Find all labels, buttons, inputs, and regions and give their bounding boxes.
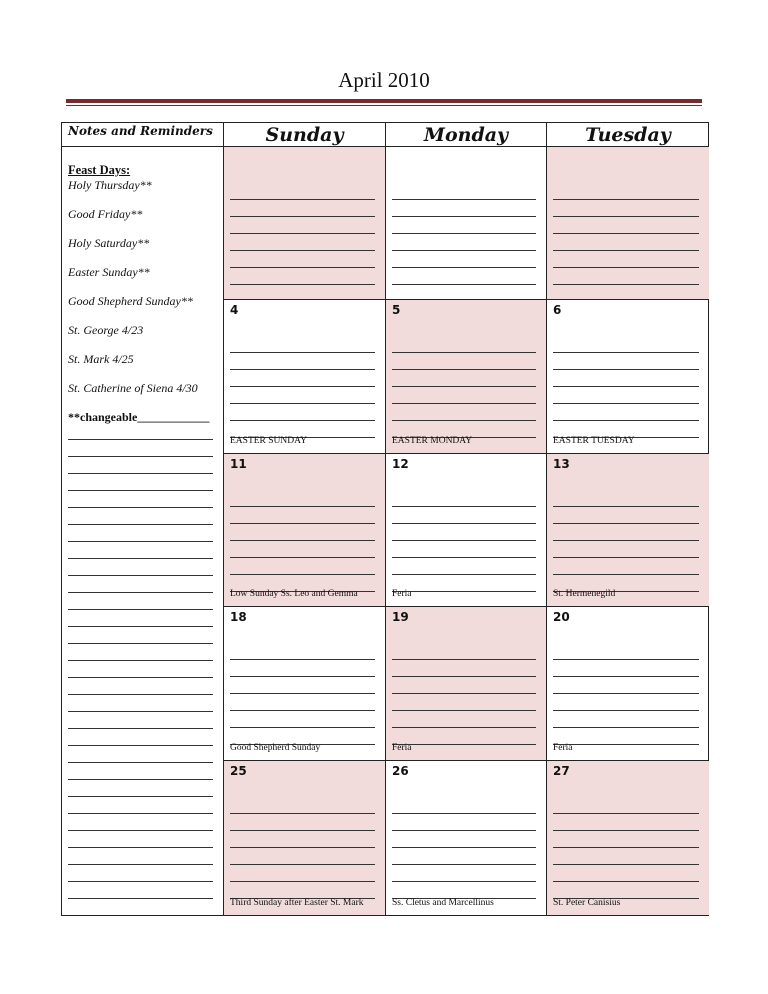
writing-line <box>392 831 536 848</box>
writing-line <box>392 336 536 353</box>
writing-lines <box>553 797 699 899</box>
writing-line <box>392 694 536 711</box>
writing-line <box>392 183 536 200</box>
feast-days-heading: Feast Days: <box>68 163 131 177</box>
day-cell[interactable] <box>224 607 385 760</box>
writing-line <box>553 541 699 558</box>
feast-item: Good Shepherd Sunday** <box>68 294 193 308</box>
notes-line <box>68 610 213 627</box>
notes-line <box>68 525 213 542</box>
day-cell[interactable] <box>547 147 709 299</box>
day-number: 26 <box>392 764 409 778</box>
writing-line <box>392 848 536 865</box>
writing-line <box>392 660 536 677</box>
feast-item: Holy Saturday** <box>68 236 150 250</box>
notes-line <box>68 678 213 695</box>
writing-line <box>392 643 536 660</box>
writing-line <box>553 387 699 404</box>
day-feast: Feria <box>553 743 573 753</box>
writing-line <box>230 268 375 285</box>
writing-line <box>392 387 536 404</box>
page-title: April 2010 <box>338 68 430 92</box>
writing-line <box>230 660 375 677</box>
writing-line <box>392 507 536 524</box>
writing-line <box>392 558 536 575</box>
writing-lines <box>553 490 699 592</box>
day-number: 25 <box>230 764 247 778</box>
writing-line <box>392 353 536 370</box>
notes-line <box>68 763 213 780</box>
writing-line <box>553 831 699 848</box>
day-number: 11 <box>230 457 247 471</box>
writing-line <box>230 404 375 421</box>
writing-lines <box>392 336 536 438</box>
writing-lines <box>230 336 375 438</box>
writing-line <box>392 865 536 882</box>
writing-line <box>553 234 699 251</box>
day-cell[interactable] <box>224 761 385 915</box>
writing-line <box>230 490 375 507</box>
notes-line <box>68 627 213 644</box>
writing-lines <box>230 643 375 745</box>
writing-line <box>553 353 699 370</box>
day-number: 5 <box>392 303 401 317</box>
writing-line <box>230 336 375 353</box>
writing-line <box>553 814 699 831</box>
changeable-note: **changeable____________ <box>68 410 210 424</box>
writing-line <box>553 694 699 711</box>
day-feast: Feria <box>392 589 412 599</box>
day-feast: EASTER MONDAY <box>392 436 473 446</box>
writing-line <box>553 660 699 677</box>
day-feast: Feria <box>392 743 412 753</box>
writing-line <box>392 490 536 507</box>
notes-line <box>68 593 213 610</box>
notes-line <box>68 491 213 508</box>
day-feast: EASTER SUNDAY <box>230 436 307 446</box>
writing-line <box>392 814 536 831</box>
notes-line <box>68 831 213 848</box>
notes-line <box>68 780 213 797</box>
day-feast: Third Sunday after Easter St. Mark <box>230 898 364 908</box>
writing-line <box>392 370 536 387</box>
writing-line <box>553 251 699 268</box>
title-rule-thin <box>66 105 702 106</box>
writing-lines <box>553 643 699 745</box>
writing-line <box>553 268 699 285</box>
writing-line <box>230 234 375 251</box>
writing-line <box>553 490 699 507</box>
writing-line <box>230 643 375 660</box>
writing-line <box>230 797 375 814</box>
writing-line <box>392 251 536 268</box>
writing-line <box>553 882 699 899</box>
day-cell[interactable] <box>547 607 709 760</box>
writing-line <box>392 200 536 217</box>
writing-line <box>392 268 536 285</box>
day-number: 19 <box>392 610 409 624</box>
day-number: 27 <box>553 764 570 778</box>
day-cell[interactable] <box>386 607 546 760</box>
writing-line <box>553 711 699 728</box>
writing-line <box>230 882 375 899</box>
writing-lines <box>553 336 699 438</box>
notes-writing-lines[interactable] <box>68 423 213 899</box>
feast-item: St. Mark 4/25 <box>68 352 134 366</box>
writing-line <box>392 541 536 558</box>
writing-line <box>392 882 536 899</box>
day-cell[interactable] <box>547 300 709 453</box>
day-cell[interactable] <box>224 454 385 606</box>
writing-line <box>553 677 699 694</box>
day-feast: Good Shepherd Sunday <box>230 743 321 753</box>
writing-line <box>553 558 699 575</box>
writing-line <box>230 848 375 865</box>
notes-line <box>68 865 213 882</box>
writing-line <box>553 848 699 865</box>
notes-line <box>68 559 213 576</box>
writing-line <box>230 558 375 575</box>
notes-line <box>68 457 213 474</box>
notes-line <box>68 746 213 763</box>
writing-line <box>230 677 375 694</box>
writing-line <box>553 797 699 814</box>
writing-line <box>230 541 375 558</box>
notes-line <box>68 508 213 525</box>
writing-line <box>392 797 536 814</box>
day-cell[interactable] <box>386 147 546 299</box>
feast-item: Holy Thursday** <box>68 178 152 192</box>
notes-line <box>68 695 213 712</box>
day-number: 4 <box>230 303 239 317</box>
writing-line <box>230 865 375 882</box>
notes-line <box>68 644 213 661</box>
day-cell[interactable] <box>386 454 546 606</box>
day-number: 20 <box>553 610 570 624</box>
writing-line <box>553 370 699 387</box>
day-cell[interactable] <box>547 761 709 915</box>
day-cell[interactable] <box>547 454 709 606</box>
writing-line <box>392 677 536 694</box>
writing-lines <box>553 183 699 285</box>
day-number: 13 <box>553 457 570 471</box>
notes-line <box>68 576 213 593</box>
notes-line <box>68 423 213 440</box>
writing-line <box>230 200 375 217</box>
day-header-monday: Monday <box>423 124 509 146</box>
writing-line <box>392 524 536 541</box>
writing-line <box>553 336 699 353</box>
feast-item: St. George 4/23 <box>68 323 144 337</box>
writing-line <box>553 217 699 234</box>
writing-line <box>392 217 536 234</box>
day-number: 6 <box>553 303 562 317</box>
writing-line <box>230 507 375 524</box>
writing-line <box>230 831 375 848</box>
day-feast: St. Peter Canisius <box>553 898 621 908</box>
writing-lines <box>230 797 375 899</box>
day-cell[interactable] <box>386 761 546 915</box>
writing-line <box>553 865 699 882</box>
notes-line <box>68 814 213 831</box>
writing-lines <box>392 643 536 745</box>
day-number: 12 <box>392 457 409 471</box>
title-rule-thick <box>66 99 702 103</box>
notes-column <box>68 163 216 425</box>
writing-line <box>553 643 699 660</box>
writing-line <box>553 404 699 421</box>
notes-header: Notes and Reminders <box>68 124 213 138</box>
day-header-sunday: Sunday <box>265 124 344 146</box>
feast-item: St. Catherine of Siena 4/30 <box>68 381 198 395</box>
day-feast: St. Hermenegild <box>553 589 616 599</box>
notes-line <box>68 542 213 559</box>
day-header-tuesday: Tuesday <box>585 124 671 146</box>
day-cell[interactable] <box>224 147 385 299</box>
notes-line <box>68 729 213 746</box>
day-feast: EASTER TUESDAY <box>553 436 635 446</box>
writing-line <box>553 183 699 200</box>
writing-lines <box>392 183 536 285</box>
writing-lines <box>392 797 536 899</box>
writing-line <box>230 370 375 387</box>
writing-lines <box>230 183 375 285</box>
notes-line <box>68 440 213 457</box>
writing-line <box>230 694 375 711</box>
feast-item: Good Friday** <box>68 207 143 221</box>
writing-line <box>230 814 375 831</box>
day-cell[interactable] <box>224 300 385 453</box>
feast-item: Easter Sunday** <box>68 265 150 279</box>
writing-line <box>553 507 699 524</box>
notes-line <box>68 848 213 865</box>
writing-line <box>230 387 375 404</box>
writing-line <box>230 353 375 370</box>
day-feast: Low Sunday Ss. Leo and Gemma <box>230 589 358 599</box>
calendar-grid <box>61 122 709 916</box>
writing-line <box>230 524 375 541</box>
notes-line <box>68 474 213 491</box>
writing-line <box>230 217 375 234</box>
notes-line <box>68 712 213 729</box>
writing-line <box>392 404 536 421</box>
writing-line <box>392 711 536 728</box>
writing-line <box>230 183 375 200</box>
day-feast: Ss. Cletus and Marcellinus <box>392 898 494 908</box>
writing-line <box>553 200 699 217</box>
day-number: 18 <box>230 610 247 624</box>
notes-line <box>68 661 213 678</box>
writing-line <box>392 234 536 251</box>
notes-line <box>68 797 213 814</box>
writing-line <box>230 711 375 728</box>
notes-line <box>68 882 213 899</box>
writing-lines <box>230 490 375 592</box>
writing-lines <box>392 490 536 592</box>
writing-line <box>553 524 699 541</box>
writing-line <box>230 251 375 268</box>
day-cell[interactable] <box>386 300 546 453</box>
